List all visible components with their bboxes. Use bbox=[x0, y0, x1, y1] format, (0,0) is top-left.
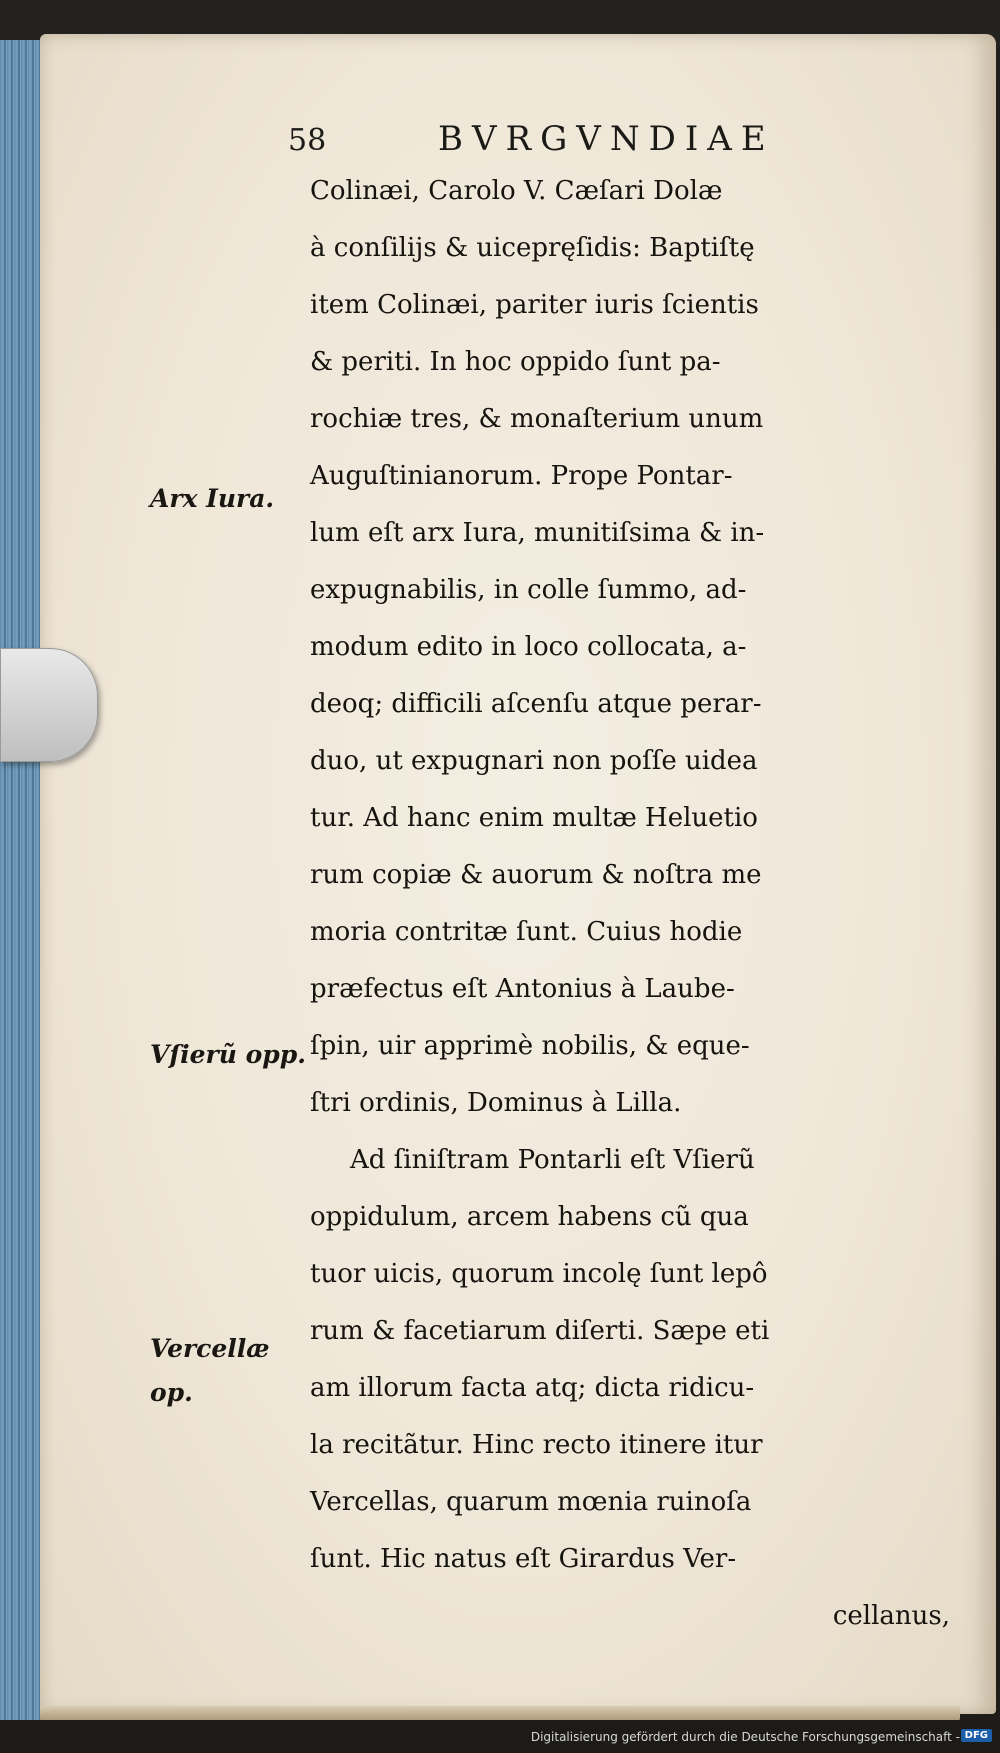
text-line: rochiæ tres, & monaſterium unum bbox=[310, 404, 764, 434]
text-line: ſunt. Hic natus eſt Girardus Ver- bbox=[310, 1544, 737, 1574]
text-line-paragraph-start: Ad ſiniſtram Pontarli eſt Vſierũ bbox=[350, 1145, 755, 1175]
text-line: la recitãtur. Hinc recto itinere itur bbox=[310, 1430, 763, 1460]
text-line: modum edito in loco collocata, a- bbox=[310, 632, 747, 662]
text-line: à conſilijs & uicepręſidis: Baptiſtę bbox=[310, 233, 755, 263]
text-line: rum & facetiarum diſerti. Sæpe eti bbox=[310, 1316, 770, 1346]
text-line: ſpin, uir apprimè nobilis, & eque- bbox=[310, 1031, 750, 1061]
text-line: lum eſt arx Iura, munitiſsima & in- bbox=[310, 518, 765, 548]
text-line: & periti. In hoc oppido ſunt pa- bbox=[310, 347, 721, 377]
text-line: tuor uicis, quorum incolę ſunt lepô bbox=[310, 1259, 768, 1289]
text-line: rum copiæ & auorum & noſtra me bbox=[310, 860, 762, 890]
text-line: deoq; difficili aſcenſu atque perar- bbox=[310, 689, 762, 719]
margin-note-vercellae: Vercellæ bbox=[150, 1334, 270, 1363]
text-line: præfectus eſt Antonius à Laube- bbox=[310, 974, 735, 1004]
margin-note-arx-iura: Arx Iura. bbox=[150, 484, 275, 513]
page-clip-icon bbox=[0, 648, 98, 762]
text-line: oppidulum, arcem habens cũ qua bbox=[310, 1202, 749, 1232]
running-head-title: BVRGVNDIAE bbox=[438, 119, 775, 159]
text-line: expugnabilis, in colle ſummo, ad- bbox=[310, 575, 747, 605]
text-line: ſtri ordinis, Dominus à Lilla. bbox=[310, 1088, 682, 1118]
text-line: duo, ut expugnari non poſſe uidea bbox=[310, 746, 758, 776]
catchword: cellanus, bbox=[832, 1601, 950, 1631]
text-line: Auguſtinianorum. Prope Pontar- bbox=[310, 461, 733, 491]
text-line: Colinæi, Carolo V. Cæſari Dolæ bbox=[310, 176, 723, 206]
margin-note-op: op. bbox=[150, 1378, 193, 1407]
text-line: Vercellas, quarum mœnia ruinoſa bbox=[310, 1487, 752, 1517]
text-line: tur. Ad hanc enim multæ Heluetio bbox=[310, 803, 758, 833]
digitization-credit: Digitalisierung gefördert durch die Deutsche Forschungsgemeinschaft - bbox=[530, 1730, 960, 1744]
running-head bbox=[288, 112, 828, 162]
text-line: item Colinæi, pariter iuris ſcientis bbox=[310, 290, 759, 320]
dfg-logo: DFG bbox=[961, 1729, 992, 1742]
margin-note-usieru: Vſierũ opp. bbox=[150, 1040, 306, 1069]
text-line: moria contritæ ſunt. Cuius hodie bbox=[310, 917, 743, 947]
text-line: am illorum facta atq; dicta ridicu- bbox=[310, 1373, 755, 1403]
body-text bbox=[310, 163, 960, 1645]
page-number: 58 bbox=[288, 123, 327, 158]
